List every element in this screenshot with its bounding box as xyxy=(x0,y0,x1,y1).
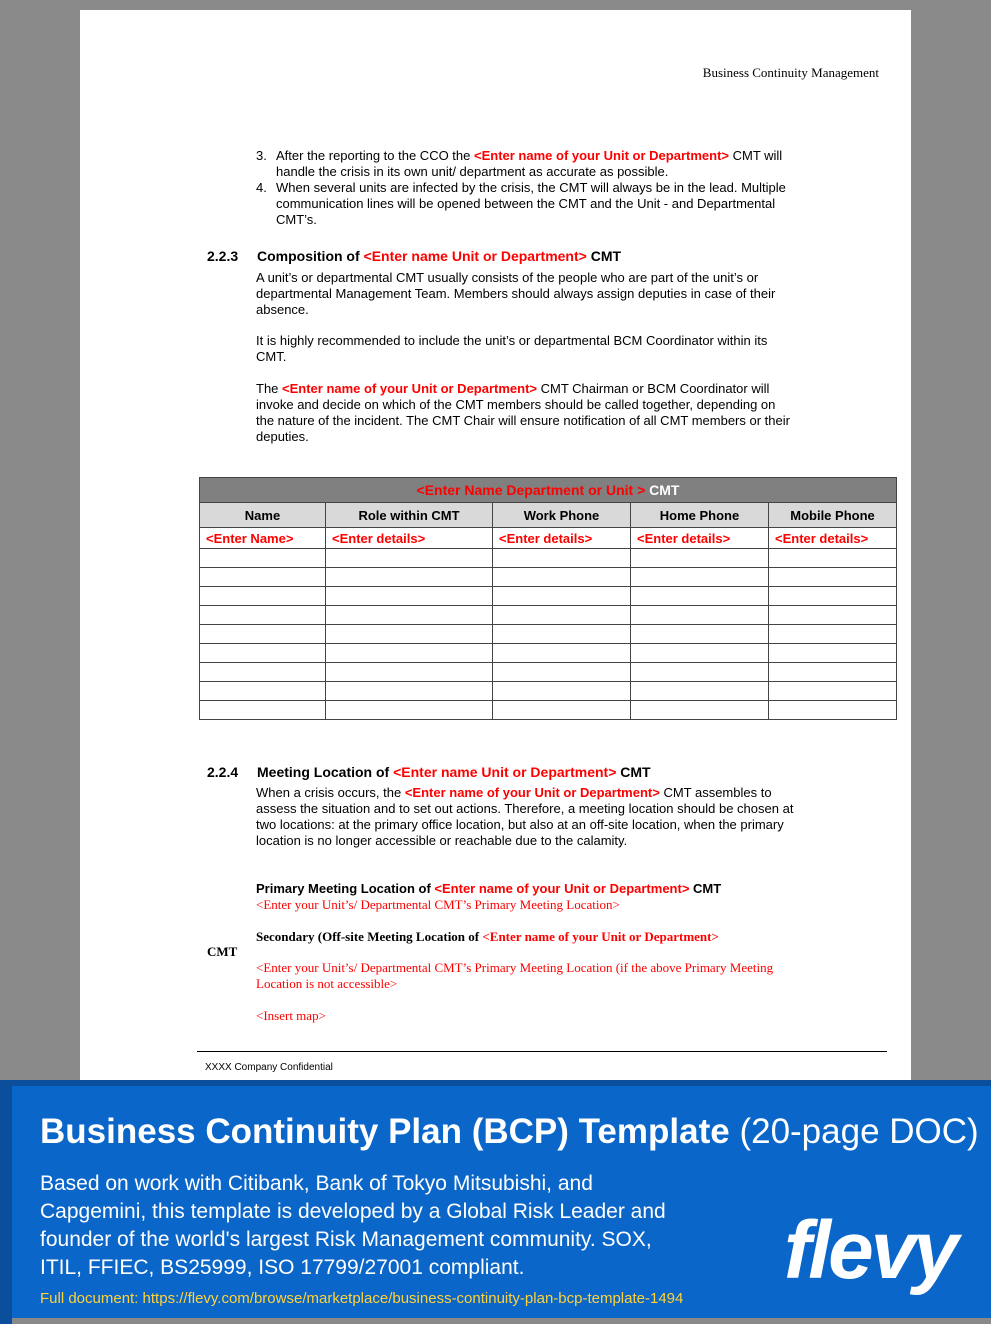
footer-divider xyxy=(197,1051,887,1052)
promo-banner xyxy=(0,1080,991,1318)
table-row xyxy=(200,549,897,568)
paragraph: It is highly recommended to include the unit’s or departmental BCM Coordinator within its CMT. xyxy=(256,333,768,364)
banner-description: Based on work with Citibank, Bank of Tokyo Mitsubishi, and Capgemini, this template is developed by a Global Risk Leader and founder of the world's largest Risk Management community. SOX, ITIL, FFIEC, BS25999, ISO 17799/27001 compliant. xyxy=(40,1172,666,1279)
table-cell[interactable] xyxy=(326,663,493,682)
label-text: Secondary (Off-site Meeting Location of xyxy=(256,929,483,944)
table-cell[interactable]: <Enter details> xyxy=(769,528,897,549)
table-cell[interactable] xyxy=(493,701,631,720)
heading-text: CMT xyxy=(586,248,622,264)
table-cell[interactable] xyxy=(631,587,769,606)
section-number: 2.2.3 xyxy=(207,248,239,264)
paragraph-text: CMT assembles to assess the situation and to set out actions. Therefore, a meeting location should be chosen at two locations: at the primary office location, but also at an off-site location, when the primary location is no longer accessible or reachable due to the calamity. xyxy=(256,785,794,848)
list-text: When several units are infected by the crisis, the CMT will always be in the lead. Multiple communication lines will be opened between the CMT and the Unit - and Departmental CMT’s. xyxy=(276,180,786,227)
banner-accent-strip xyxy=(0,1086,12,1324)
heading-text: CMT xyxy=(616,764,651,780)
placeholder-text: <Enter name Unit or Department> xyxy=(393,764,617,780)
table-cell[interactable] xyxy=(493,549,631,568)
label-text: Primary Meeting Location of xyxy=(256,881,435,896)
table-cell[interactable] xyxy=(769,587,897,606)
banner-title-bold: Business Continuity Plan (BCP) Template xyxy=(40,1112,730,1151)
table-cell[interactable]: <Enter details> xyxy=(493,528,631,549)
table-cell[interactable] xyxy=(769,701,897,720)
paragraph-text: The xyxy=(256,381,283,396)
table-cell[interactable] xyxy=(769,568,897,587)
document-page xyxy=(80,10,911,1082)
heading-text: Meeting Location of xyxy=(257,764,394,780)
table-cell[interactable] xyxy=(200,549,326,568)
placeholder-text: <Enter name Unit or Department> xyxy=(363,248,587,264)
table-row xyxy=(200,587,897,606)
table-cell[interactable] xyxy=(200,625,326,644)
table-cell[interactable] xyxy=(769,663,897,682)
placeholder-text: <Enter Name Department or Unit > xyxy=(416,482,646,498)
column-header-work-phone: Work Phone xyxy=(493,503,631,528)
banner-title-light: (20-page DOC) xyxy=(729,1112,979,1151)
list-text: CMT will handle the crisis in its own unit/ department as accurate as possible. xyxy=(276,148,783,179)
table-cell[interactable] xyxy=(769,625,897,644)
table-cell[interactable] xyxy=(200,606,326,625)
secondary-location-cmt: CMT xyxy=(207,944,238,959)
table-row xyxy=(200,644,897,663)
placeholder-text: <Enter name of your Unit or Department> xyxy=(474,148,729,163)
table-cell[interactable] xyxy=(200,701,326,720)
list-number: 3. xyxy=(256,148,267,163)
table-cell[interactable] xyxy=(200,682,326,701)
table-cell[interactable] xyxy=(326,587,493,606)
table-cell[interactable] xyxy=(326,625,493,644)
table-cell[interactable] xyxy=(326,568,493,587)
placeholder-text: <Enter name of your Unit or Department> xyxy=(282,381,538,396)
footer-confidential: XXXX Company Confidential xyxy=(205,1062,333,1073)
table-cell[interactable] xyxy=(631,625,769,644)
table-cell[interactable] xyxy=(493,644,631,663)
table-cell[interactable]: <Enter Name> xyxy=(200,528,326,549)
heading-text: Composition of xyxy=(257,248,364,264)
primary-location-label xyxy=(256,881,796,897)
table-row xyxy=(200,625,897,644)
table-row xyxy=(200,663,897,682)
table-cell[interactable] xyxy=(631,606,769,625)
placeholder-text: <Enter name of your Unit or Department> xyxy=(482,929,719,944)
table-title xyxy=(200,478,897,503)
table-cell[interactable] xyxy=(769,549,897,568)
paragraph xyxy=(256,785,796,849)
section-heading-2-2-4 xyxy=(207,763,651,781)
column-header-name: Name xyxy=(200,503,326,528)
table-cell[interactable] xyxy=(631,644,769,663)
table-cell[interactable] xyxy=(200,644,326,663)
table-row xyxy=(200,528,897,549)
label-text: CMT xyxy=(689,881,722,896)
table-cell[interactable] xyxy=(493,663,631,682)
table-cell[interactable] xyxy=(493,625,631,644)
table-cell[interactable] xyxy=(493,587,631,606)
flevy-logo: flevy xyxy=(784,1205,956,1296)
column-header-home-phone: Home Phone xyxy=(631,503,769,528)
table-cell[interactable] xyxy=(631,568,769,587)
secondary-location-field[interactable]: <Enter your Unit’s/ Departmental CMT’s Primary Meeting Location (if the above Primary Meeting Location is not accessible> xyxy=(256,960,774,991)
table-cell[interactable] xyxy=(326,682,493,701)
table-header-row xyxy=(200,503,897,528)
list-number: 4. xyxy=(256,180,267,195)
list-item xyxy=(256,180,796,228)
running-header: Business Continuity Management xyxy=(702,65,879,80)
table-cell[interactable] xyxy=(326,644,493,663)
secondary-location-label xyxy=(256,929,796,945)
section-number: 2.2.4 xyxy=(207,764,239,780)
column-header-role: Role within CMT xyxy=(326,503,493,528)
column-header-mobile-phone: Mobile Phone xyxy=(769,503,897,528)
table-cell[interactable] xyxy=(326,701,493,720)
table-cell[interactable] xyxy=(631,549,769,568)
table-cell[interactable] xyxy=(769,644,897,663)
table-row xyxy=(200,606,897,625)
placeholder-text: <Enter name of your Unit or Department> xyxy=(404,785,660,800)
table-cell[interactable] xyxy=(200,587,326,606)
table-cell[interactable] xyxy=(631,682,769,701)
table-cell[interactable] xyxy=(631,663,769,682)
table-title-row xyxy=(200,478,897,503)
table-cell[interactable]: <Enter details> xyxy=(326,528,493,549)
table-row xyxy=(200,568,897,587)
table-title-text: CMT xyxy=(645,482,680,498)
section-heading-2-2-3 xyxy=(207,247,621,265)
table-row xyxy=(200,701,897,720)
table-cell[interactable] xyxy=(769,682,897,701)
paragraph xyxy=(256,381,796,445)
table-cell[interactable] xyxy=(493,568,631,587)
paragraph-text: CMT Chairman or BCM Coordinator will invoke and decide on which of the CMT members should be called together, depending on the nature of the incident. The CMT Chair will ensure notification of all CMT members or their deputies. xyxy=(256,381,790,444)
table-cell[interactable] xyxy=(493,606,631,625)
table-cell[interactable] xyxy=(769,606,897,625)
table-cell[interactable] xyxy=(326,549,493,568)
table-cell[interactable] xyxy=(200,663,326,682)
table-cell[interactable] xyxy=(631,701,769,720)
paragraph-text: When a crisis occurs, the xyxy=(256,785,405,800)
primary-location-field[interactable]: <Enter your Unit’s/ Departmental CMT’s Primary Meeting Location> xyxy=(256,897,620,912)
cmt-members-table xyxy=(199,477,897,720)
table-cell[interactable] xyxy=(200,568,326,587)
insert-map-placeholder[interactable]: <Insert map> xyxy=(256,1008,326,1023)
paragraph: A unit’s or departmental CMT usually consists of the people who are part of the unit’s or departmental Management Team. Members should always assign deputies in case of their absence. xyxy=(256,270,776,317)
full-document-link[interactable]: Full document: https://flevy.com/browse/marketplace/business-continuity-plan-bcp-template-1494 xyxy=(40,1290,684,1307)
numbered-list xyxy=(256,148,796,228)
list-item xyxy=(256,148,796,180)
placeholder-text: <Enter name of your Unit or Department> xyxy=(434,881,690,896)
banner-title xyxy=(40,1112,979,1152)
list-text: After the reporting to the CCO the xyxy=(276,148,474,163)
table-cell[interactable]: <Enter details> xyxy=(631,528,769,549)
table-cell[interactable] xyxy=(326,606,493,625)
table-row xyxy=(200,682,897,701)
table-cell[interactable] xyxy=(493,682,631,701)
